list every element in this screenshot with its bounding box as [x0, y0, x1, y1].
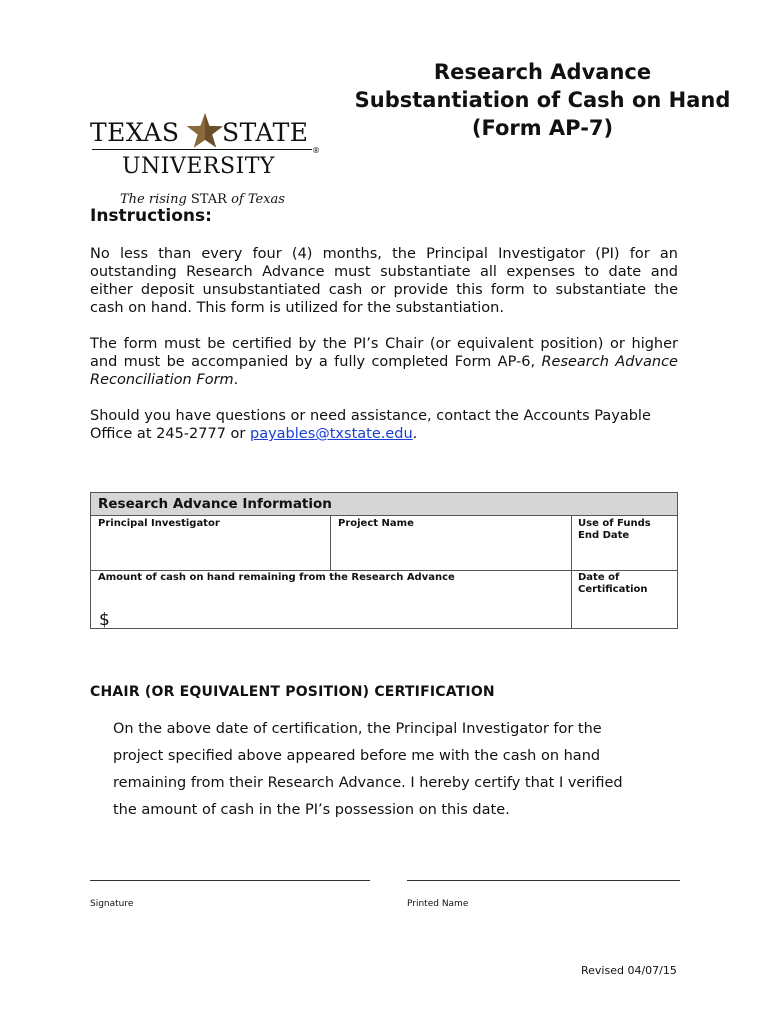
- certification-heading: CHAIR (OR EQUIVALENT POSITION) CERTIFICATION: [90, 684, 495, 700]
- payables-email-link[interactable]: payables@txstate.edu: [249, 426, 413, 442]
- tagline-part-1: The rising: [120, 192, 187, 207]
- date-cert-label-1: Date of: [578, 572, 620, 583]
- tagline-star: STAR: [190, 192, 227, 207]
- project-name-field[interactable]: Project Name: [338, 518, 414, 529]
- instructions-paragraph-3: [90, 407, 678, 443]
- printed-name-line[interactable]: [407, 880, 680, 881]
- form-title: [335, 58, 750, 142]
- p3-text: Should you have questions or need assistance, contact the Accounts Payable Office at 245-2777 or: [90, 408, 651, 442]
- instructions-paragraph-2: [90, 335, 678, 389]
- currency-symbol: $: [99, 610, 110, 630]
- date-of-certification-field[interactable]: [578, 572, 648, 596]
- logo-word-university: UNIVERSITY: [122, 154, 275, 179]
- signature-label: Signature: [90, 899, 134, 909]
- logo-tagline: [120, 192, 285, 207]
- info-table-heading: Research Advance Information: [91, 493, 677, 516]
- signature-line[interactable]: [90, 880, 370, 881]
- logo-rule: [92, 149, 312, 150]
- cert-line-1: On the above date of certification, the Principal Investigator for the: [113, 721, 602, 737]
- research-advance-info-table: [90, 492, 678, 629]
- use-of-funds-label-1: Use of Funds: [578, 518, 651, 529]
- form-ap6-title: Research Advance Reconciliation Form: [90, 354, 678, 388]
- texas-state-logo: [90, 112, 322, 210]
- title-line-2: Substantiation of Cash on Hand: [354, 88, 731, 112]
- p3-end: .: [412, 426, 418, 442]
- date-cert-label-2: Certification: [578, 584, 648, 595]
- p2-end: .: [233, 372, 239, 388]
- tagline-part-2: of Texas: [231, 192, 285, 207]
- revised-date: Revised 04/07/15: [581, 964, 677, 977]
- title-line-1: Research Advance: [433, 60, 652, 84]
- amount-cash-on-hand-field[interactable]: Amount of cash on hand remaining from the Research Advance: [98, 572, 455, 583]
- principal-investigator-field[interactable]: Principal Investigator: [98, 518, 220, 529]
- cert-line-4: the amount of cash in the PI’s possession on this date.: [113, 802, 510, 818]
- title-line-3: (Form AP-7): [471, 116, 614, 140]
- cert-line-2: project specified above appeared before me with the cash on hand: [113, 748, 601, 764]
- registered-mark: ®: [312, 146, 320, 155]
- table-divider: [91, 570, 677, 571]
- cert-line-3: remaining from their Research Advance. I hereby certify that I verified: [113, 775, 623, 791]
- instructions-heading: Instructions:: [90, 206, 212, 226]
- star-icon: [186, 112, 224, 150]
- logo-word-state: STATE: [222, 118, 309, 147]
- use-of-funds-label-2: End Date: [578, 530, 630, 541]
- use-of-funds-end-date-field[interactable]: [578, 518, 651, 542]
- p2-text: The form must be certified by the PI’s Chair (or equivalent position) or higher and must be accompanied by a fully completed Form AP-6,: [90, 336, 678, 370]
- table-divider: [571, 516, 572, 628]
- certification-statement: [113, 716, 673, 824]
- logo-word-texas: TEXAS: [90, 118, 180, 147]
- printed-name-label: Printed Name: [407, 899, 469, 909]
- instructions-paragraph-1: No less than every four (4) months, the Principal Investigator (PI) for an outstanding Research Advance must substantiate all expenses to date and either deposit unsubstantiated cash or provide this form to substantiate the cash on hand. This form is utilized for the substantiation.: [90, 246, 678, 316]
- table-divider: [330, 516, 331, 570]
